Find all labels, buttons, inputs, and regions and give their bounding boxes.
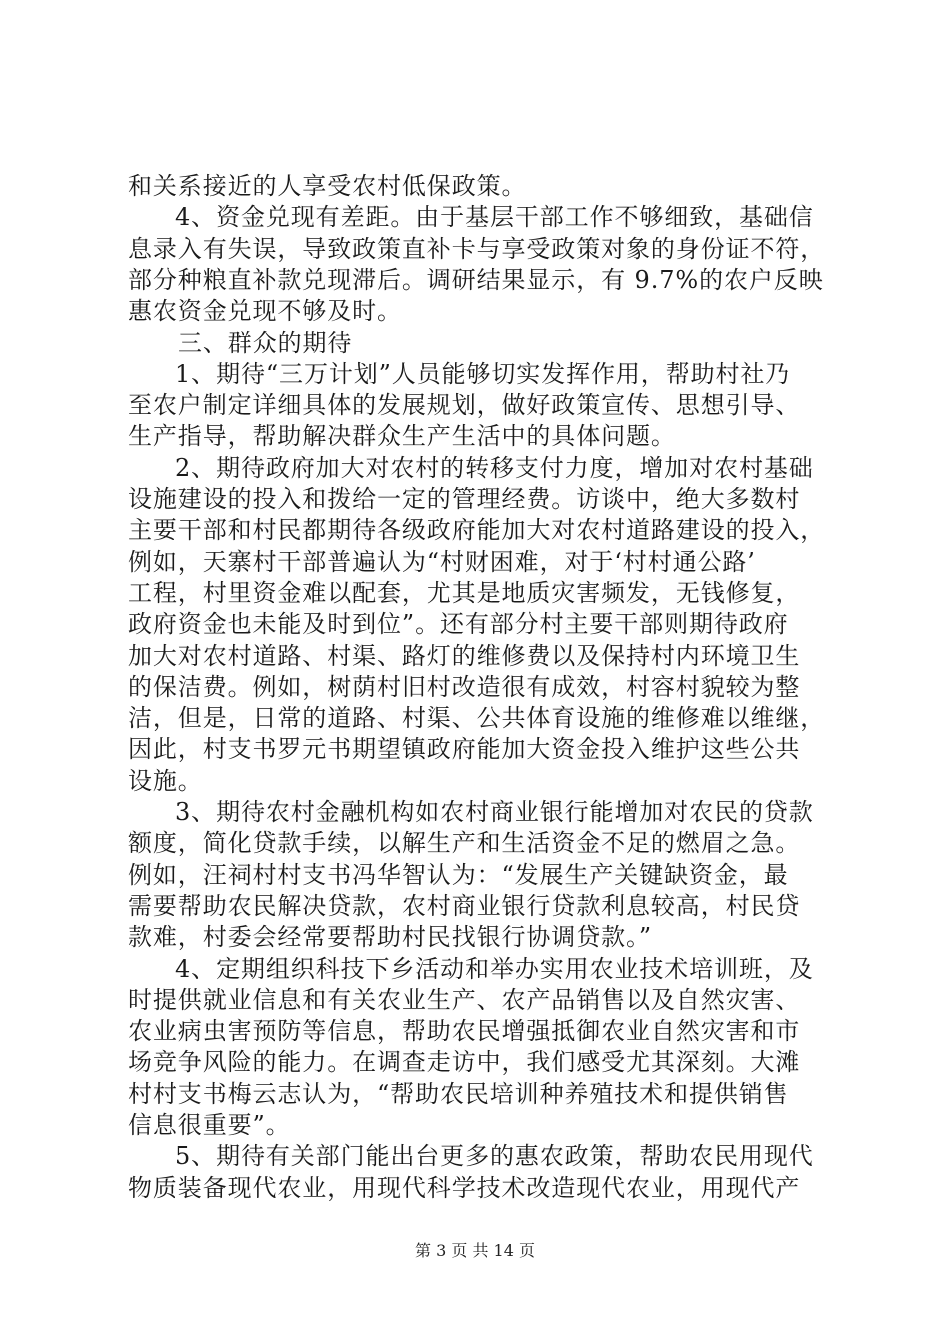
text-line: 政府资金也未能及时到位”。还有部分村主要干部则期待政府 [128, 610, 789, 639]
text-line: 洁，但是，日常的道路、村渠、公共体育设施的维修难以维继， [128, 704, 826, 733]
text-line: 因此，村支书罗元书期望镇政府能加大资金投入维护这些公共 [128, 735, 801, 764]
text-line: 例如，天寨村干部普遍认为“村财困难，对于‘村村通公路’ [128, 547, 756, 576]
text-line: 4、资金兑现有差距。由于基层干部工作不够细致，基础信 [175, 203, 814, 232]
text-line: 额度，简化贷款手续，以解生产和生活资金不足的燃眉之急。 [128, 829, 801, 858]
text-line: 农业病虫害预防等信息，帮助农民增强抵御农业自然灾害和市 [128, 1017, 801, 1046]
page-footer: 第 3 页 共 14 页 [415, 1241, 535, 1260]
text-line: 主要干部和村民都期待各级政府能加大对农村道路建设的投入， [128, 516, 826, 545]
text-line: 5、期待有关部门能出台更多的惠农政策，帮助农民用现代 [175, 1142, 814, 1171]
text-line: 生产指导，帮助解决群众生产生活中的具体问题。 [128, 422, 676, 451]
text-line: 需要帮助农民解决贷款，农村商业银行贷款利息较高，村民贷 [128, 891, 801, 920]
text-line: 场竞争风险的能力。在调查走访中，我们感受尤其深刻。大滩 [128, 1048, 801, 1077]
text-line: 设施。 [128, 766, 203, 795]
text-line: 的保洁费。例如，树荫村旧村改造很有成效，村容村貌较为整 [128, 672, 801, 701]
text-line: 3、期待农村金融机构如农村商业银行能增加对农民的贷款 [175, 798, 814, 826]
text-line: 信息很重要”。 [128, 1111, 291, 1139]
text-line: 设施建设的投入和拨给一定的管理经费。访谈中，绝大多数村 [128, 485, 801, 513]
text-line: 物质装备现代农业，用现代科学技术改造现代农业，用现代产 [128, 1173, 801, 1202]
text-line: 时提供就业信息和有关农业生产、农产品销售以及自然灾害、 [128, 985, 801, 1014]
text-line: 4、定期组织科技下乡活动和举办实用农业技术培训班，及 [175, 954, 814, 983]
text-line: 1、期待“三万计划”人员能够切实发挥作用，帮助村社乃 [175, 359, 791, 388]
text-line: 工程，村里资金难以配套，尤其是地质灾害频发，无钱修复， [128, 578, 801, 607]
text-line: 款难，村委会经常要帮助村民找银行协调贷款。” [128, 923, 653, 952]
text-line: 三、群众的期待 [178, 328, 353, 357]
text-line: 村村支书梅云志认为，“帮助农民培训种养殖技术和提供销售 [128, 1079, 789, 1108]
text-line: 2、期待政府加大对农村的转移支付力度，增加对农村基础 [175, 453, 814, 482]
text-line: 和关系接近的人享受农村低保政策。 [128, 172, 527, 200]
text-line: 部分种粮直补款兑现滞后。调研结果显示，有 9.7%的农户反映 [128, 265, 824, 294]
text-line: 加大对农村道路、村渠、路灯的维修费以及保持村内环境卫生 [128, 641, 801, 670]
text-line: 例如，汪祠村村支书冯华智认为：“发展生产关键缺资金，最 [128, 860, 789, 889]
text-line: 至农户制定详细具体的发展规划，做好政策宣传、思想引导、 [128, 391, 801, 420]
text-line: 惠农资金兑现不够及时。 [128, 297, 402, 326]
text-line: 息录入有失误，导致政策直补卡与享受政策对象的身份证不符， [128, 234, 826, 263]
